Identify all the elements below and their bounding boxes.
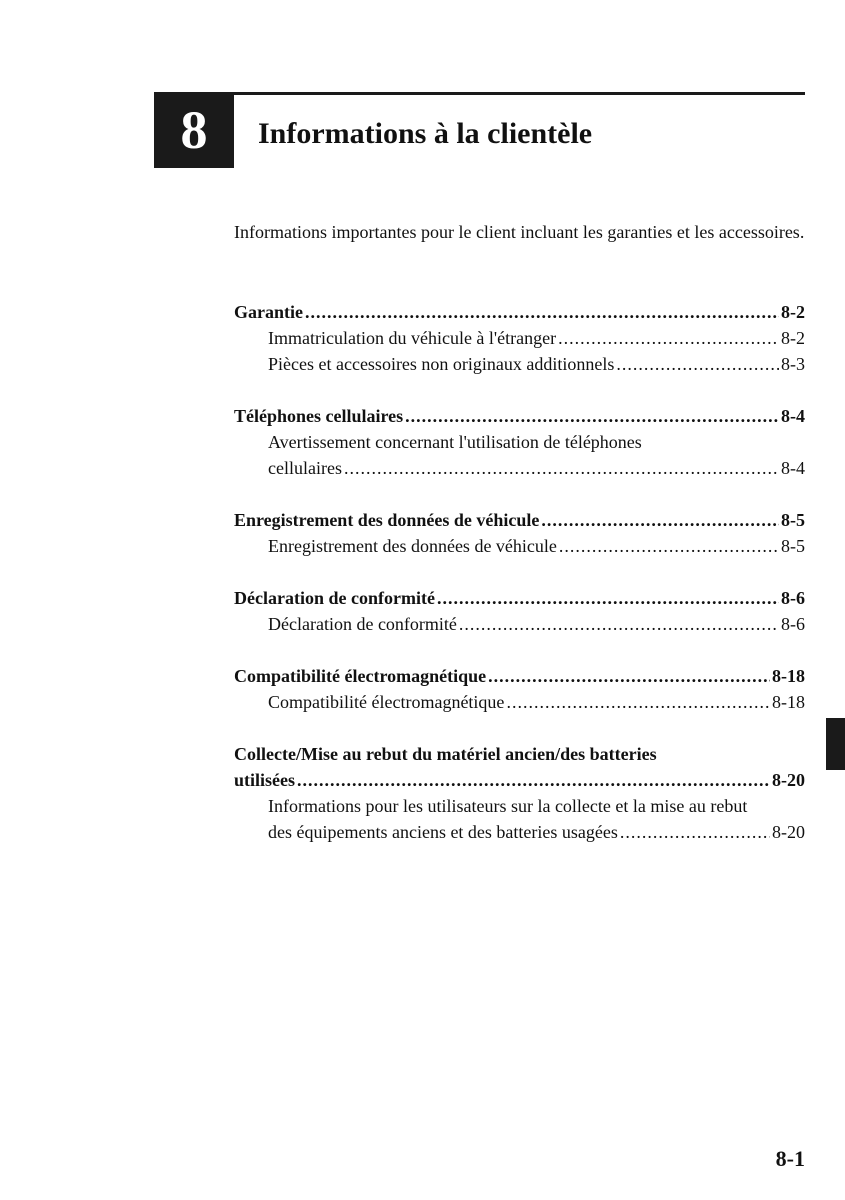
- toc-subentry-enregistrement[interactable]: [234, 533, 805, 559]
- toc-section-compatibilite: [234, 663, 805, 715]
- chapter-title: Informations à la clientèle: [258, 117, 593, 150]
- toc-section-garantie: [234, 299, 805, 377]
- toc-page-number: 8-3: [781, 354, 805, 374]
- chapter-side-tab: [826, 718, 845, 770]
- toc-subentry-compatibilite[interactable]: [234, 689, 805, 715]
- toc-page-number: 8-2: [781, 328, 805, 348]
- toc-subentry-label: cellulaires: [268, 458, 342, 478]
- toc-subentry-label-line1[interactable]: Informations pour les utilisateurs sur la collecte et la mise au rebut: [268, 796, 748, 816]
- toc-subentry-label: des équipements anciens et des batteries usagées: [268, 822, 618, 842]
- toc-page-number: 8-18: [772, 692, 805, 712]
- toc-subentry-pieces-accessoires[interactable]: [234, 351, 805, 377]
- toc-page-number: 8-2: [781, 302, 805, 322]
- toc-entry-label: Garantie: [234, 302, 303, 322]
- toc-page-number: 8-18: [772, 666, 805, 686]
- toc-entry-declaration[interactable]: [234, 585, 805, 611]
- toc-leader-dots: [559, 533, 779, 559]
- toc-section-declaration: [234, 585, 805, 637]
- toc-page-number: 8-6: [781, 588, 805, 608]
- chapter-header-rule: [234, 92, 805, 95]
- toc-page-number: 8-4: [781, 458, 805, 478]
- toc-leader-dots: [541, 507, 779, 533]
- toc-leader-dots: [405, 403, 779, 429]
- toc-leader-dots: [506, 689, 770, 715]
- toc-subentry-immatriculation[interactable]: [234, 325, 805, 351]
- toc-subentry-avertissement[interactable]: [234, 455, 805, 481]
- toc-entry-label: utilisées: [234, 770, 295, 790]
- toc-entry-garantie[interactable]: [234, 299, 805, 325]
- toc-leader-dots: [297, 767, 770, 793]
- toc-page-number: 8-4: [781, 406, 805, 426]
- toc-subentry-label: Immatriculation du véhicule à l'étranger: [268, 328, 557, 348]
- toc-entry-label-line1[interactable]: Collecte/Mise au rebut du matériel ancien/des batteries: [234, 744, 657, 764]
- toc-subentry-label: Déclaration de conformité: [268, 614, 457, 634]
- toc-leader-dots: [459, 611, 779, 637]
- toc-subentry-label: Pièces et accessoires non originaux additionnels: [268, 354, 615, 374]
- toc-subentry-declaration[interactable]: [234, 611, 805, 637]
- chapter-number-box: [154, 92, 234, 168]
- table-of-contents: [234, 299, 805, 871]
- toc-entry-label: Téléphones cellulaires: [234, 406, 404, 426]
- toc-entry-enregistrement[interactable]: [234, 507, 805, 533]
- toc-leader-dots: [620, 819, 770, 845]
- toc-section-telephones: [234, 403, 805, 481]
- toc-leader-dots: [437, 585, 779, 611]
- chapter-intro: Informations importantes pour le client incluant les garanties et les accessoires.: [234, 222, 805, 242]
- toc-leader-dots: [488, 663, 770, 689]
- toc-section-collecte: [234, 741, 805, 845]
- toc-page-number: 8-5: [781, 510, 805, 530]
- toc-page-number: 8-20: [772, 822, 805, 842]
- toc-entry-label: Déclaration de conformité: [234, 588, 435, 608]
- toc-entry-label: Enregistrement des données de véhicule: [234, 510, 540, 530]
- toc-page-number: 8-5: [781, 536, 805, 556]
- toc-subentry-label: Compatibilité électromagnétique: [268, 692, 505, 712]
- toc-entry-compatibilite[interactable]: [234, 663, 805, 689]
- page-number: 8-1: [775, 1146, 805, 1171]
- toc-subentry-label-line1[interactable]: Avertissement concernant l'utilisation de téléphones: [268, 432, 642, 452]
- toc-section-enregistrement: [234, 507, 805, 559]
- toc-entry-label: Compatibilité électromagnétique: [234, 666, 487, 686]
- chapter-number: 8: [180, 100, 208, 160]
- toc-entry-collecte[interactable]: [234, 767, 805, 793]
- toc-leader-dots: [305, 299, 779, 325]
- toc-subentry-informations-utilisateurs[interactable]: [234, 819, 805, 845]
- toc-page-number: 8-6: [781, 614, 805, 634]
- toc-leader-dots: [616, 351, 779, 377]
- toc-entry-telephones[interactable]: [234, 403, 805, 429]
- toc-leader-dots: [558, 325, 779, 351]
- toc-page-number: 8-20: [772, 770, 805, 790]
- toc-leader-dots: [344, 455, 779, 481]
- toc-subentry-label: Enregistrement des données de véhicule: [268, 536, 557, 556]
